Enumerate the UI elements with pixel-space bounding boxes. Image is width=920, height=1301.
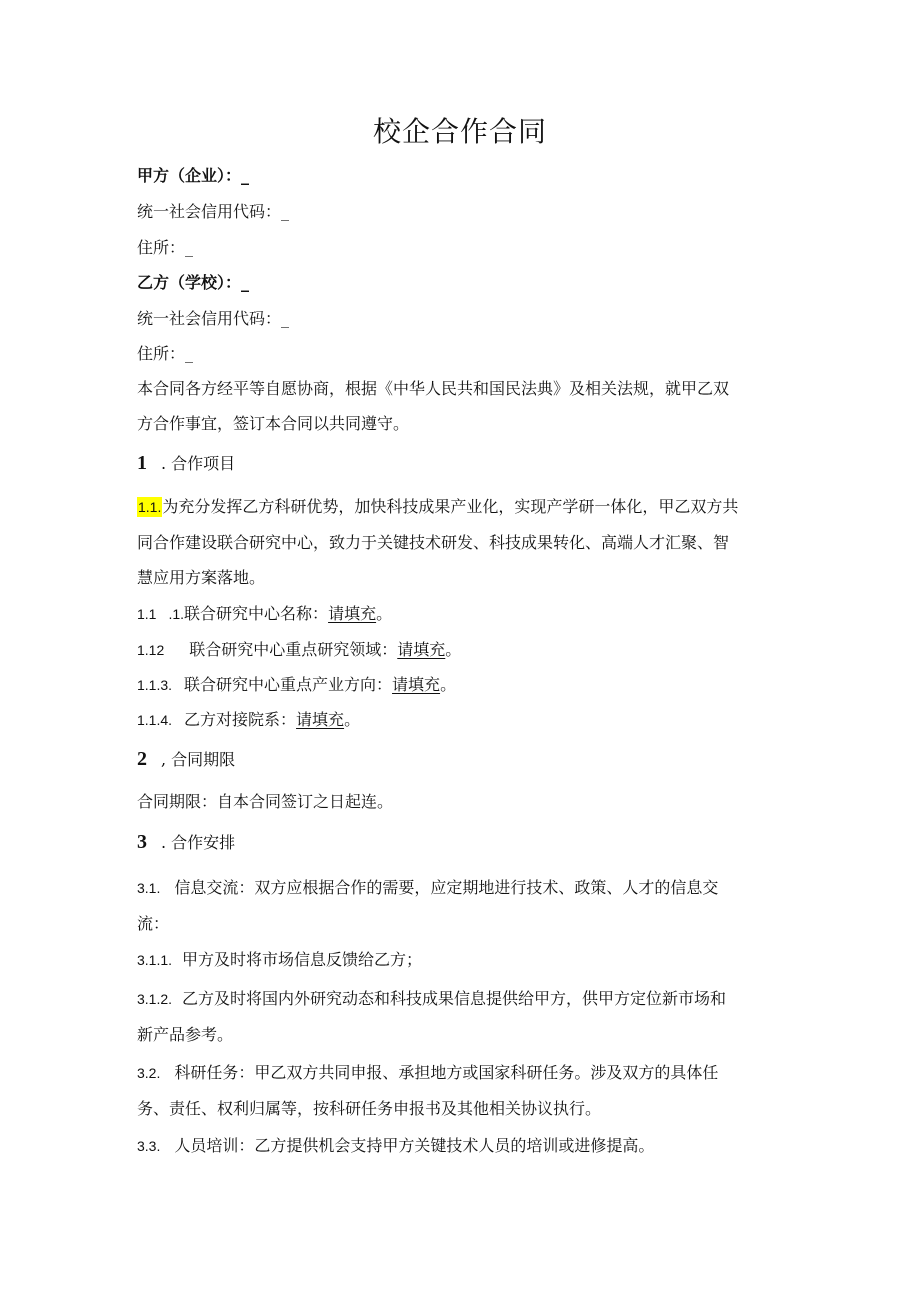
item-number: 1.1.3. — [137, 677, 173, 693]
clause-text: 为充分发挥乙方科研优势，加快科技成果产业化，实现产学研一体化，甲乙双方共 — [162, 497, 739, 516]
item-text: 联合研究中心名称： — [184, 604, 329, 623]
section-number: 1 — [137, 452, 147, 474]
highlighted-clause-number: 1.1. — [138, 499, 162, 515]
clause-3-3: 3.3. 人员培训：乙方提供机会支持甲方关键技术人员的培训或进修提高。 — [137, 1136, 655, 1155]
clause-3-1-line-2: 流： — [137, 914, 170, 933]
fill-in-field[interactable]: 请填充 — [392, 675, 441, 694]
section-title: . 合作安排 — [161, 833, 236, 852]
fill-in-field[interactable]: 请填充 — [296, 710, 345, 729]
item-number: 1.1.4. — [137, 712, 173, 728]
party-b-credit-code: 统一社会信用代码：_ — [137, 309, 290, 328]
item-text: 乙方对接院系： — [184, 710, 297, 729]
item-number: 3.3. — [137, 1138, 161, 1154]
party-a-credit-code: 统一社会信用代码：_ — [137, 202, 290, 221]
item-number-suffix: .1. — [168, 606, 185, 622]
section-number: 3 — [137, 831, 147, 853]
clause-1-1-line-2: 同合作建设联合研究中心，致力于关键技术研发、科技成果转化、高端人才汇聚、智 — [137, 533, 730, 552]
item-1-1-3: 1.1.3. 联合研究中心重点产业方向：请填充。 — [137, 675, 457, 694]
party-b-address: 住所：_ — [137, 344, 194, 363]
item-number: 1.1 — [137, 606, 157, 622]
fill-in-field[interactable]: 请填充 — [328, 604, 377, 623]
clause-1-1-line-1 — [137, 495, 738, 519]
section-number: 2 — [137, 748, 147, 770]
section-title: , 合同期限 — [161, 750, 236, 769]
item-1-1-1: 1.1 .1.联合研究中心名称：请填充。 — [137, 604, 393, 623]
item-number: 3.1. — [137, 880, 161, 896]
document-title: 校企合作合同 — [372, 115, 547, 148]
clause-3-1-2-line-2: 新产品参考。 — [137, 1025, 234, 1044]
fill-in-field[interactable]: 请填充 — [397, 640, 446, 659]
item-1-1-4: 1.1.4. 乙方对接院系：请填充。 — [137, 710, 361, 729]
item-1-1-2: 1.12 联合研究中心重点研究领域：请填充。 — [137, 640, 462, 659]
party-a-label: 甲方（企业）：_ — [137, 166, 250, 185]
party-a-address: 住所：_ — [137, 238, 194, 257]
clause-3-1-line-1: 3.1. 信息交流：双方应根据合作的需要，应定期地进行技术、政策、人才的信息交 — [137, 878, 719, 897]
item-number: 1.12 — [137, 642, 165, 658]
section-2-heading — [137, 747, 235, 772]
item-number: 3.1.2. — [137, 991, 173, 1007]
clause-3-1-1: 3.1.1. 甲方及时将市场信息反馈给乙方； — [137, 950, 423, 969]
item-number: 3.1.1. — [137, 952, 173, 968]
section-3-heading — [137, 830, 235, 855]
clause-3-1-2-line-1: 3.1.2. 乙方及时将国内外研究动态和科技成果信息提供给甲方，供甲方定位新市场和 — [137, 989, 727, 1008]
clause-3-2-line-1: 3.2. 科研任务：甲乙双方共同申报、承担地方或国家科研任务。涉及双方的具体任 — [137, 1063, 719, 1082]
section-title: . 合作项目 — [161, 454, 236, 473]
clause-1-1-line-3: 慧应用方案落地。 — [137, 568, 266, 587]
clause-3-2-line-2: 务、责任、权利归属等，按科研任务申报书及其他相关协议执行。 — [137, 1099, 602, 1118]
party-b-label: 乙方（学校）：_ — [137, 273, 250, 292]
contract-term: 合同期限：自本合同签订之日起连。 — [137, 792, 394, 811]
preamble-line-1: 本合同各方经平等自愿协商，根据《中华人民共和国民法典》及相关法规，就甲乙双 — [137, 379, 730, 398]
item-text: 联合研究中心重点研究领域： — [189, 640, 398, 659]
section-1-heading — [137, 451, 235, 476]
item-text: 联合研究中心重点产业方向： — [184, 675, 393, 694]
preamble-line-2: 方合作事宜，签订本合同以共同遵守。 — [137, 414, 410, 433]
item-number: 3.2. — [137, 1065, 161, 1081]
